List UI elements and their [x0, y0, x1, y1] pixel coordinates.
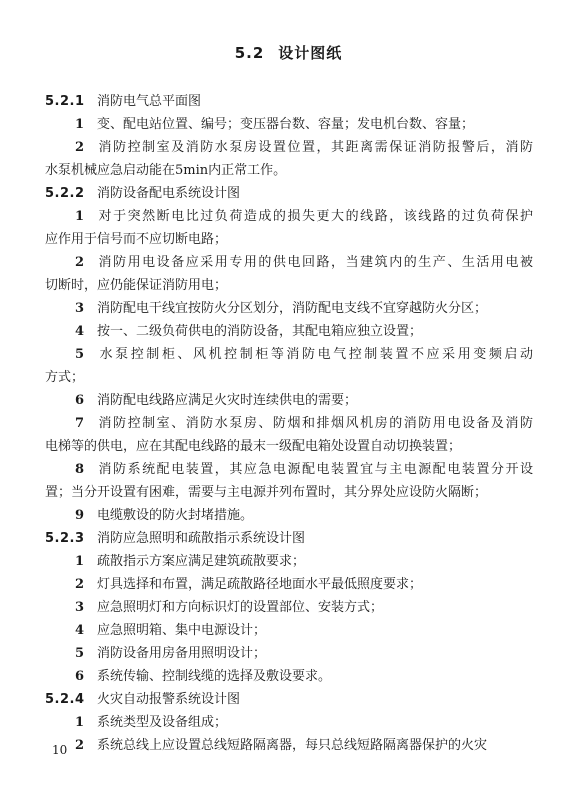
list-item-text: 应作用于信号而不应切断电路； — [45, 232, 228, 247]
subsection-heading — [45, 182, 533, 205]
list-item-number: 5 — [75, 347, 85, 362]
list-item-text: 置；当分开设置有困难，需要与主电源并列布置时，其分界处应设防火隔断； — [45, 485, 488, 500]
list-item-text: 系统类型及设备组成； — [97, 715, 228, 730]
list-item-line — [45, 228, 533, 251]
list-item-number: 2 — [75, 577, 85, 592]
list-item-line — [45, 136, 533, 159]
list-item-text: 水泵控制柜、风机控制柜等消防电气控制装置不应采用变频启动 — [97, 347, 533, 362]
list-item-text: 消防配电线路应满足火灾时连续供电的需要； — [97, 393, 358, 408]
subsection-heading — [45, 90, 533, 113]
list-item-number: 2 — [75, 140, 85, 155]
list-item-line — [45, 734, 533, 757]
list-item-line — [45, 412, 533, 435]
list-item-line — [45, 159, 533, 182]
list-item-line — [45, 665, 533, 688]
page-number: 10 — [52, 743, 68, 757]
section-number: 5.2 — [234, 44, 265, 62]
list-item-line — [45, 113, 533, 136]
list-item-line — [45, 596, 533, 619]
list-item-number: 5 — [75, 646, 85, 661]
list-item-number: 1 — [75, 209, 85, 224]
list-item-text: 灯具选择和布置，满足疏散路径地面水平最低照度要求； — [97, 577, 423, 592]
subsection-number: 5.2.4 — [45, 692, 85, 707]
list-item-text: 消防用电设备应采用专用的供电回路，当建筑内的生产、生活用电被 — [97, 255, 533, 270]
subsection-title: 消防应急照明和疏散指示系统设计图 — [97, 531, 306, 546]
list-item-line — [45, 550, 533, 573]
list-item-number: 3 — [75, 301, 85, 316]
list-item-line — [45, 251, 533, 274]
list-item-text: 疏散指示方案应满足建筑疏散要求； — [97, 554, 306, 569]
list-item-line — [45, 711, 533, 734]
list-item-number: 3 — [75, 600, 85, 615]
list-item-text: 消防设备用房备用照明设计； — [97, 646, 267, 661]
list-item-text: 对于突然断电比过负荷造成的损失更大的线路，该线路的过负荷保护 — [97, 209, 533, 224]
list-item-number: 8 — [75, 462, 85, 477]
list-item-line — [45, 619, 533, 642]
subsection-title: 消防设备配电系统设计图 — [97, 186, 241, 201]
list-item-text: 切断时，应仍能保证消防用电； — [45, 278, 228, 293]
list-item-line — [45, 573, 533, 596]
list-item-number: 1 — [75, 117, 85, 132]
list-item-line — [45, 458, 533, 481]
subsection-title: 消防电气总平面图 — [97, 94, 202, 109]
list-item-line — [45, 435, 533, 458]
list-item-line — [45, 274, 533, 297]
list-item-number: 4 — [75, 324, 85, 339]
list-item-line — [45, 504, 533, 527]
list-item-text: 消防控制室及消防水泵房设置位置，其距离需保证消防报警后，消防 — [97, 140, 533, 155]
list-item-line — [45, 642, 533, 665]
list-item-text: 消防控制室、消防水泵房、防烟和排烟风机房的消防用电设备及消防 — [97, 416, 533, 431]
list-item-text: 电梯等的供电，应在其配电线路的最末一级配电箱处设置自动切换装置； — [45, 439, 462, 454]
subsection-title: 火灾自动报警系统设计图 — [97, 692, 241, 707]
subsection-heading — [45, 688, 533, 711]
list-item-text: 变、配电站位置、编号；变压器台数、容量；发电机台数、容量； — [97, 117, 475, 132]
list-item-number: 4 — [75, 623, 85, 638]
list-item-text: 系统总线上应设置总线短路隔离器，每只总线短路隔离器保护的火灾 — [97, 738, 488, 753]
list-item-line — [45, 205, 533, 228]
list-item-number: 2 — [75, 255, 85, 270]
list-item-text: 消防系统配电装置，其应急电源配电装置宜与主电源配电装置分开设 — [97, 462, 533, 477]
subsection-heading — [45, 527, 533, 550]
list-item-line — [45, 389, 533, 412]
subsection-number: 5.2.1 — [45, 94, 85, 109]
list-item-number: 1 — [75, 715, 85, 730]
list-item-text: 应急照明箱、集中电源设计； — [97, 623, 267, 638]
list-item-text: 水泵机械应急启动能在5min内正常工作。 — [45, 163, 287, 178]
list-item-text: 方式； — [45, 370, 85, 385]
list-item-line — [45, 320, 533, 343]
list-item-text: 按一、二级负荷供电的消防设备，其配电箱应独立设置； — [97, 324, 423, 339]
list-item-number: 9 — [75, 508, 85, 523]
list-item-line — [45, 481, 533, 504]
list-item-line — [45, 297, 533, 320]
list-item-text: 消防配电干线宜按防火分区划分，消防配电支线不宜穿越防火分区； — [97, 301, 488, 316]
list-item-line — [45, 366, 533, 389]
list-item-number: 6 — [75, 393, 85, 408]
list-item-number: 7 — [75, 416, 85, 431]
list-item-number: 6 — [75, 669, 85, 684]
list-item-text: 系统传输、控制线缆的选择及敷设要求。 — [97, 669, 332, 684]
section-title-text: 设计图纸 — [278, 44, 343, 62]
section-title — [0, 42, 577, 63]
list-item-text: 电缆敷设的防火封堵措施。 — [97, 508, 254, 523]
list-item-number: 2 — [75, 738, 85, 753]
subsection-number: 5.2.3 — [45, 531, 85, 546]
list-item-text: 应急照明灯和方向标识灯的设置部位、安装方式； — [97, 600, 384, 615]
list-item-number: 1 — [75, 554, 85, 569]
subsection-number: 5.2.2 — [45, 186, 85, 201]
document-body — [45, 90, 533, 757]
list-item-line — [45, 343, 533, 366]
